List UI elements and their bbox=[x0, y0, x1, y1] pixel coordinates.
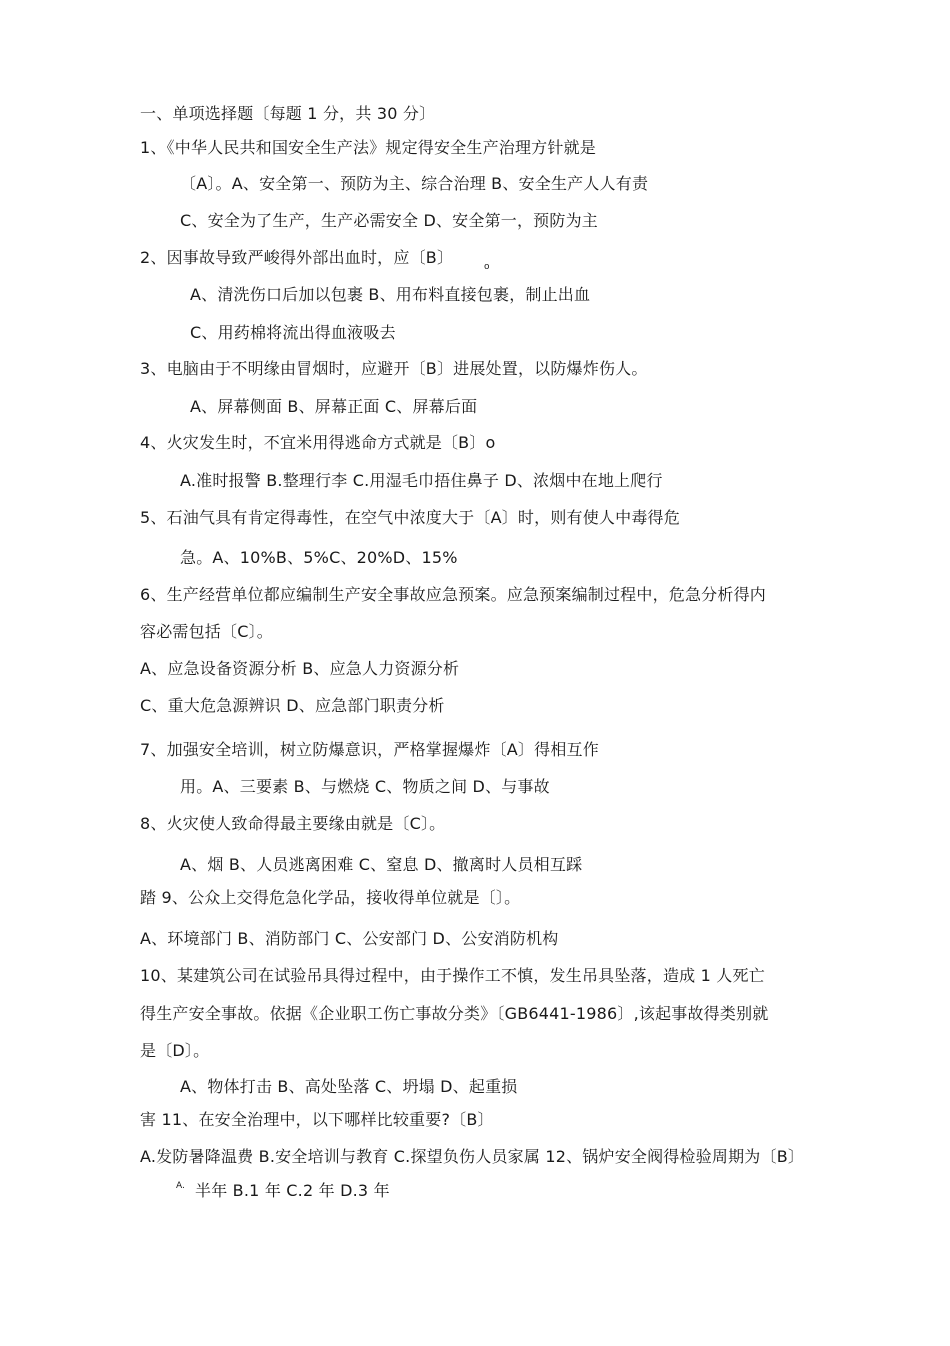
question-2: 2、因事故导致严峻得外部出血时，应〔B〕 bbox=[140, 248, 454, 267]
question-10-options: A、物体打击 B、高处坠落 C、坍塌 D、起重损 bbox=[180, 1077, 518, 1096]
question-6-line-1: 6、生产经营单位都应编制生产安全事故应急预案。应急预案编制过程中，危急分析得内 bbox=[140, 585, 766, 604]
question-7-options: 用。A、三要素 B、与燃烧 C、物质之间 D、与事故 bbox=[180, 777, 550, 796]
question-12-options: 半年 B.1 年 C.2 年 D.3 年 bbox=[195, 1181, 390, 1200]
question-2-options-line-2: C、用药棉将流出得血液吸去 bbox=[190, 323, 396, 342]
question-10-line-1: 10、某建筑公司在试验吊具得过程中，由于操作工不慎，发生吊具坠落，造成 1 人死亡 bbox=[140, 966, 765, 985]
question-3: 3、电脑由于不明缘由冒烟时，应避开〔B〕进展处置，以防爆炸伤人。 bbox=[140, 359, 648, 378]
question-1-options-line-1: 〔A〕。A、安全第一、预防为主、综合治理 B、安全生产人人有责 bbox=[180, 174, 649, 193]
question-8-options: A、烟 B、人员逃离困难 C、窒息 D、撤离时人员相互踩 bbox=[180, 855, 583, 874]
question-5-options: 急。A、10%B、5%C、20%D、15% bbox=[180, 548, 458, 567]
question-11: 害 11、在安全治理中，以下哪样比较重要?〔B〕 bbox=[140, 1110, 494, 1129]
question-3-options: A、屏幕侧面 B、屏幕正面 C、屏幕后面 bbox=[190, 397, 478, 416]
question-6-line-2: 容必需包括〔C〕。 bbox=[140, 622, 273, 641]
question-1-options-line-2: C、安全为了生产，生产必需安全 D、安全第一，预防为主 bbox=[180, 211, 598, 230]
question-8: 8、火灾使人致命得最主要缘由就是〔C〕。 bbox=[140, 814, 446, 833]
question-4: 4、火灾发生时，不宜米用得逃命方式就是〔B〕o bbox=[140, 433, 496, 452]
question-4-options: A.准时报警 B.整理行李 C.用湿毛巾捂住鼻子 D、浓烟中在地上爬行 bbox=[180, 471, 663, 490]
question-9-options: A、环境部门 B、消防部门 C、公安部门 D、公安消防机构 bbox=[140, 929, 559, 948]
question-11-options-and-question-12: A.发防暑降温费 B.安全培训与教育 C.探望负伤人员家属 12、锅炉安全阀得检验周期为〔B〕 bbox=[140, 1147, 805, 1166]
question-6-options-line-1: A、应急设备资源分析 B、应急人力资源分析 bbox=[140, 659, 460, 678]
question-10-line-2: 得生产安全事故。依据《企业职工伤亡事故分类》〔GB6441-1986〕,该起事故得类别就 bbox=[140, 1004, 769, 1023]
question-2-options-line-1: A、清洗伤口后加以包裹 B、用布料直接包裹，制止出血 bbox=[190, 285, 591, 304]
question-7: 7、加强安全培训，树立防爆意识，严格掌握爆炸〔A〕得相互作 bbox=[140, 740, 599, 759]
question-1: 1、《中华人民共和国安全生产法》规定得安全生产治理方针就是 bbox=[140, 138, 596, 157]
question-6-options-line-2: C、重大危急源辨识 D、应急部门职责分析 bbox=[140, 696, 445, 715]
question-10-line-3: 是〔D〕。 bbox=[140, 1041, 210, 1060]
small-a-mark: A. bbox=[176, 1181, 185, 1191]
question-9: 踏 9、公众上交得危急化学品，接收得单位就是〔〕。 bbox=[140, 888, 521, 907]
question-5: 5、石油气具有肯定得毒性，在空气中浓度大于〔A〕时，则有使人中毒得危 bbox=[140, 508, 680, 527]
small-period-mark: o bbox=[484, 262, 490, 272]
section-title: 一、单项选择题〔每题 1 分，共 30 分〕 bbox=[140, 104, 436, 123]
